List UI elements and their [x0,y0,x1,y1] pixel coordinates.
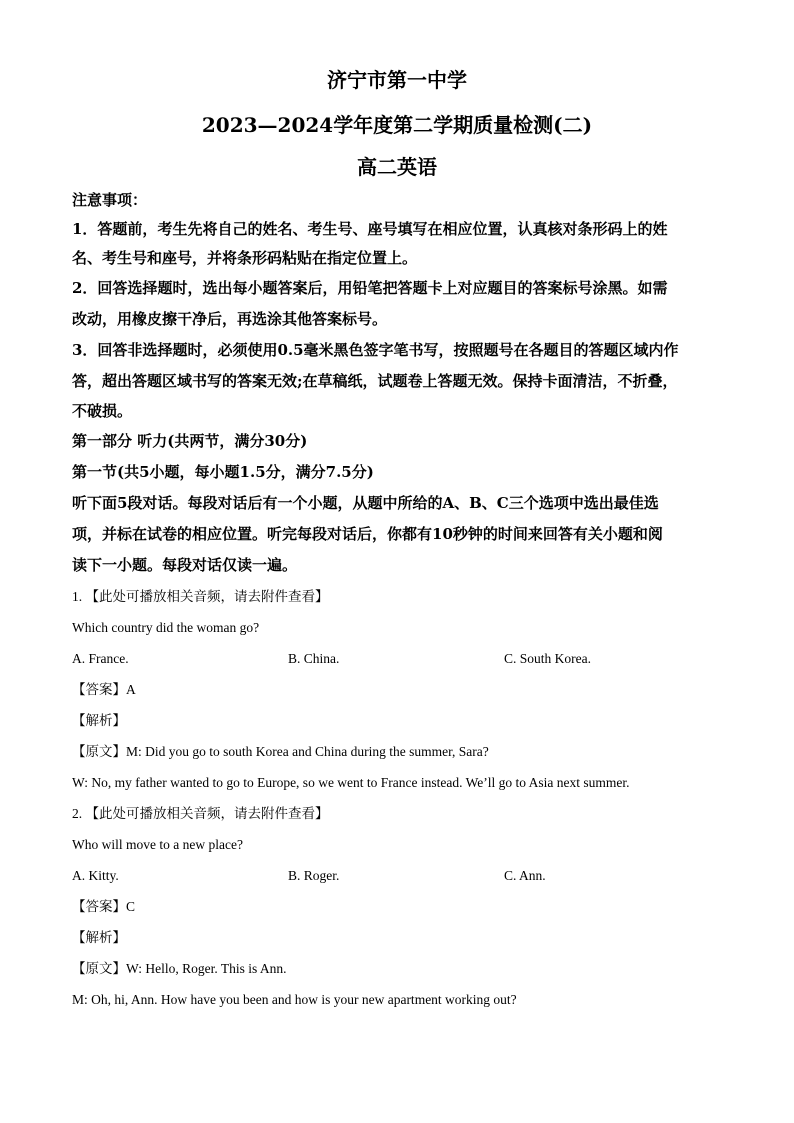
instructions-line-3: 读下一小题。每段对话仅读一遍。 [72,556,298,574]
notice-heading: 注意事项： [72,191,148,209]
part1-heading: 第一部分 听力(共两节，满分30分) [72,432,308,450]
instructions-line-1: 听下面5段对话。每段对话后有一个小题，从题中所给的A、B、C三个选项中选出最佳选 [72,494,659,512]
transcript-line-1: 【原文】M: Did you go to south Korea and China during the summer, Sara? [72,744,489,759]
answer-label: 【答案】A [72,682,136,697]
section1-heading: 第一节(共5小题，每小题1.5分，满分7.5分) [72,463,374,481]
listening-section [72,426,722,581]
option-a: A. France. [72,651,129,666]
option-c: C. Ann. [504,868,546,883]
school-title: 济宁市第一中学 [327,68,467,92]
notice-item-2-line-2: 改动，用橡皮擦干净后，再选涂其他答案标号。 [72,310,388,328]
question-1 [72,581,722,798]
answer-label: 【答案】C [72,899,136,914]
option-b: B. China. [288,651,340,666]
analysis-label: 【解析】 [72,930,126,945]
notice-item-3-line-3: 不破损。 [72,402,133,420]
document-body [72,186,722,1015]
options-row [72,643,722,674]
notice-item-3-line-2: 答，超出答题区域书写的答案无效;在草稿纸，试题卷上答题无效。保持卡面清洁，不折叠， [72,372,678,390]
notice-item-1-line-2: 名、考生号和座号，并将条形码粘贴在指定位置上。 [72,249,418,267]
notice-section [72,186,722,426]
exam-title: 2023—2024学年度第二学期质量检测(二) [201,113,593,137]
question-text: Which country did the woman go? [72,620,260,635]
analysis-label: 【解析】 [72,713,126,728]
audio-placeholder[interactable]: 1. 【此处可播放相关音频，请去附件查看】 [72,589,329,604]
transcript-line-2: W: No, my father wanted to go to Europe, so we went to France instead. We’ll go to Asia next summer. [72,775,630,790]
notice-item-1-line-1: 1．答题前，考生先将自己的姓名、考生号、座号填写在相应位置，认真核对条形码上的姓 [72,220,668,238]
subject-title: 高二英语 [357,155,437,179]
question-text: Who will move to a new place? [72,837,243,852]
question-2 [72,798,722,1015]
instructions-line-2: 项，并标在试卷的相应位置。听完每段对话后，你都有10秒钟的时间来回答有关小题和阅 [72,525,663,543]
transcript-line-1: 【原文】W: Hello, Roger. This is Ann. [72,961,287,976]
option-b: B. Roger. [288,868,340,883]
options-row [72,860,722,891]
notice-item-2-line-1: 2．回答选择题时，选出每小题答案后，用铅笔把答题卡上对应题目的答案标号涂黑。如需 [72,279,668,297]
option-c: C. South Korea. [504,651,591,666]
audio-placeholder[interactable]: 2. 【此处可播放相关音频，请去附件查看】 [72,806,329,821]
transcript-line-2: M: Oh, hi, Ann. How have you been and how is your new apartment working out? [72,992,517,1007]
option-a: A. Kitty. [72,868,119,883]
notice-item-3-line-1: 3．回答非选择题时，必须使用0.5毫米黑色签字笔书写，按照题号在各题目的答题区域内作 [72,341,679,359]
